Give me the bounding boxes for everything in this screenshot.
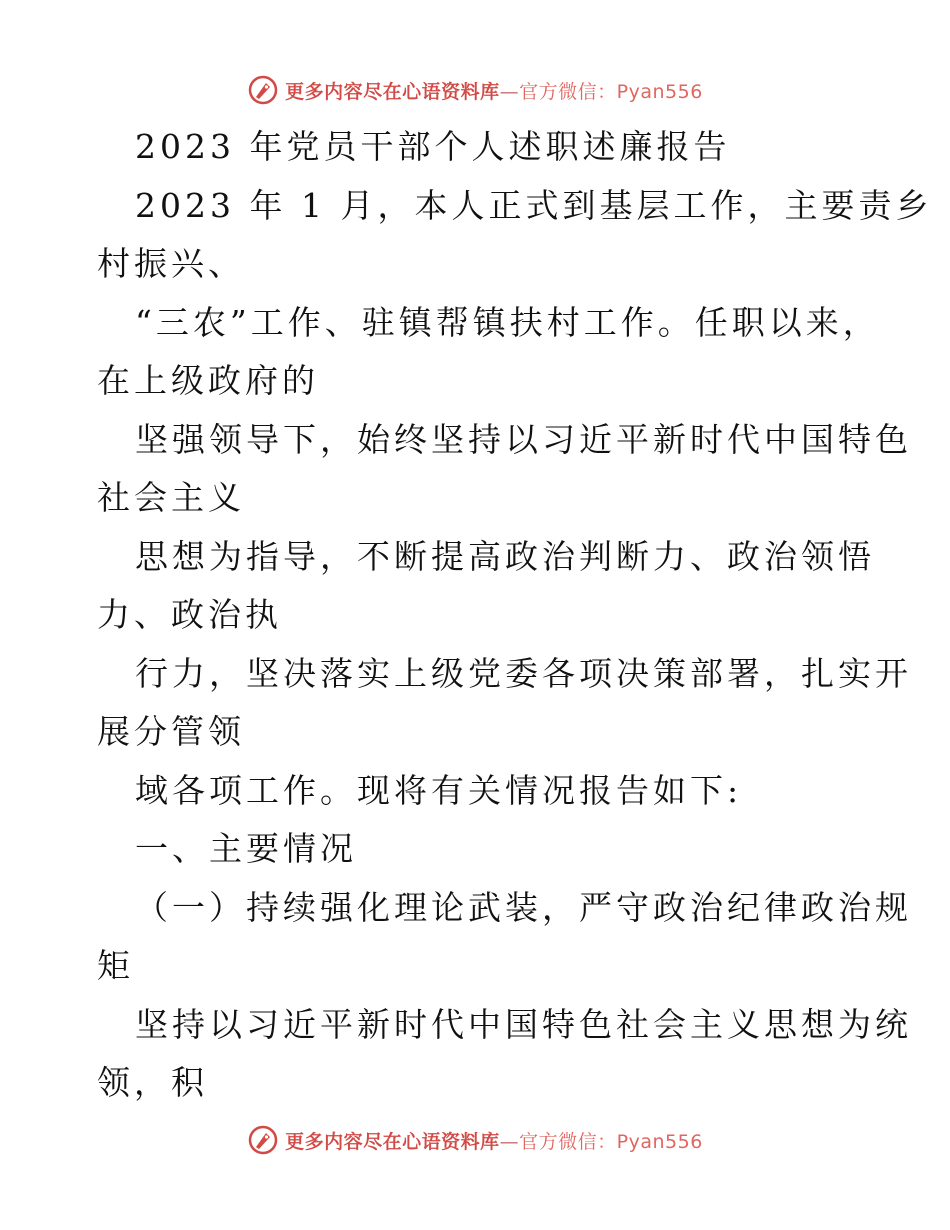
header-watermark [0, 70, 950, 110]
watermark-separator: — [499, 80, 520, 103]
watermark-contact: 官方微信：Pyan556 [519, 80, 703, 103]
document-line: 思想为指导，不断提高政治判断力、政治领悟 [135, 536, 875, 576]
watermark-text [285, 1127, 703, 1154]
pen-nib-logo-icon [247, 74, 279, 106]
document-line: 行力，坚决落实上级党委各项决策部署，扎实开 [135, 653, 912, 693]
document-line: 矩 [97, 946, 134, 985]
document-line: 社会主义 [97, 478, 245, 517]
document-line: 在上级政府的 [97, 361, 319, 400]
document-line: 2023 年党员干部个人述职述廉报告 [135, 127, 731, 166]
watermark-brand: 更多内容尽在心语资料库 [285, 1130, 500, 1153]
watermark-separator: — [499, 1130, 520, 1153]
document-line: 领，积 [97, 1063, 208, 1102]
document-line: 展分管领 [97, 712, 245, 751]
document-line: 力、政治执 [97, 595, 282, 634]
document-line: 一、主要情况 [135, 829, 357, 868]
pen-nib-logo-icon [247, 1124, 279, 1156]
watermark-contact: 官方微信：Pyan556 [519, 1130, 703, 1153]
document-line: 村振兴、 [97, 244, 245, 283]
document-line: 坚持以习近平新时代中国特色社会主义思想为统 [135, 1004, 912, 1044]
document-line: 域各项工作。现将有关情况报告如下: [135, 770, 743, 810]
document-line: 2023 年 1 月，本人正式到基层工作，主要责乡 [135, 185, 933, 225]
document-line: 坚强领导下，始终坚持以习近平新时代中国特色 [135, 419, 912, 459]
document-line: （一）持续强化理论武装，严守政治纪律政治规 [135, 887, 912, 927]
watermark-text [285, 77, 703, 104]
document-line: “三农”工作、驻镇帮镇扶村工作。任职以来， [135, 302, 880, 342]
document-body [97, 118, 933, 1113]
watermark-brand: 更多内容尽在心语资料库 [285, 80, 500, 103]
footer-watermark [0, 1120, 950, 1160]
